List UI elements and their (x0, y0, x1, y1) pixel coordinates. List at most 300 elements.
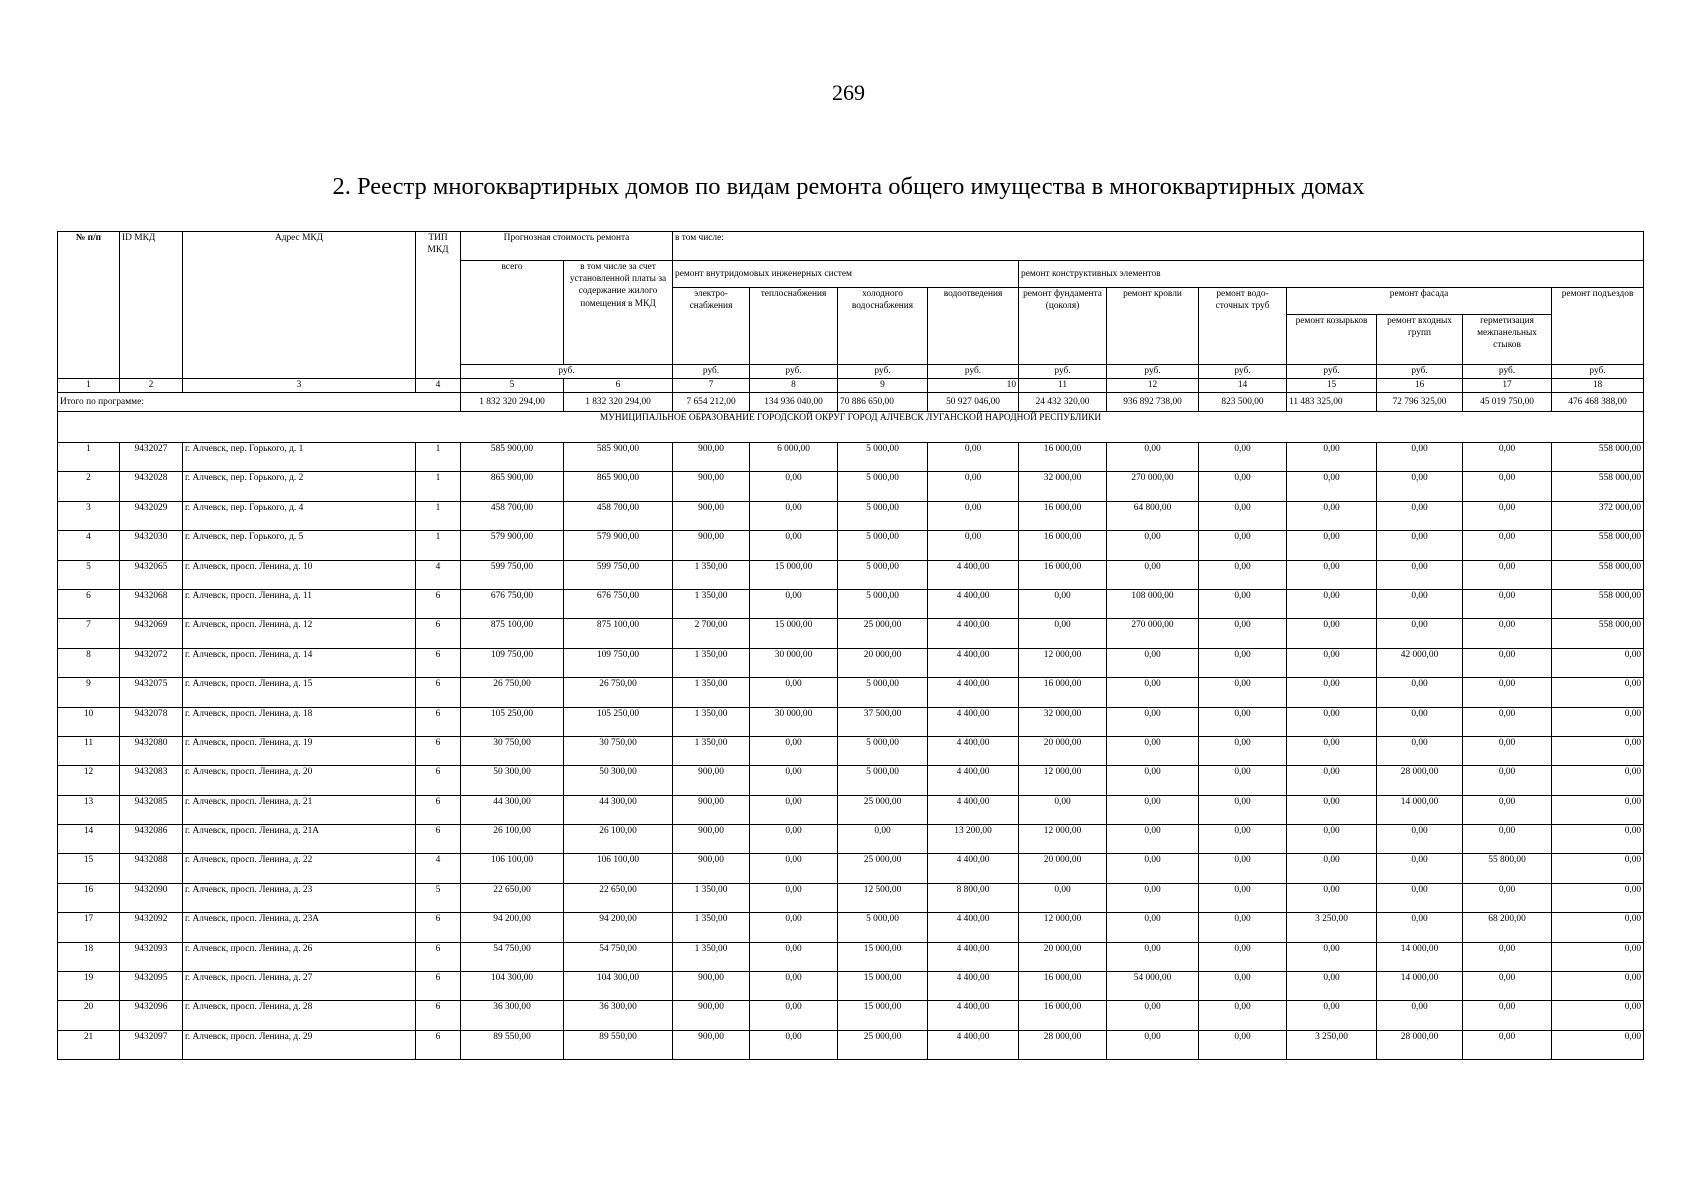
column-number: 10 (928, 379, 1019, 393)
total-value: 1 832 320 294,00 (461, 393, 564, 412)
header-foundation: ремонт фундамента (цоколя) (1019, 288, 1107, 365)
cost-cell: 0,00 (1287, 854, 1377, 883)
cost-cell: 5 000,00 (838, 913, 928, 942)
cost-cell: 0,00 (1463, 443, 1552, 472)
table-row (58, 795, 1644, 824)
mkd-address: г. Алчевск, просп. Ленина, д. 19 (183, 736, 416, 765)
cost-cell: 458 700,00 (564, 501, 673, 530)
cost-cell: 0,00 (1107, 678, 1199, 707)
column-number: 15 (1287, 379, 1377, 393)
row-number: 11 (58, 736, 120, 765)
unit-rub: руб. (673, 365, 750, 379)
table-row (58, 560, 1644, 589)
cost-cell: 0,00 (1287, 648, 1377, 677)
table-row (58, 531, 1644, 560)
mkd-type: 6 (416, 589, 461, 618)
cost-cell: 32 000,00 (1019, 707, 1107, 736)
cost-cell: 15 000,00 (750, 619, 838, 648)
row-number: 21 (58, 1030, 120, 1059)
cost-cell: 0,00 (1377, 531, 1463, 560)
total-value: 476 468 388,00 (1552, 393, 1644, 412)
cost-cell: 0,00 (1552, 854, 1644, 883)
cost-cell: 4 400,00 (928, 648, 1019, 677)
cost-cell: 106 100,00 (461, 854, 564, 883)
cost-cell: 599 750,00 (461, 560, 564, 589)
table-row (58, 883, 1644, 912)
table-row (58, 648, 1644, 677)
cost-cell: 0,00 (1377, 854, 1463, 883)
row-number: 7 (58, 619, 120, 648)
cost-cell: 104 300,00 (461, 972, 564, 1001)
total-value: 7 654 212,00 (673, 393, 750, 412)
mkd-address: г. Алчевск, просп. Ленина, д. 15 (183, 678, 416, 707)
total-value: 134 936 040,00 (750, 393, 838, 412)
cost-cell: 0,00 (1463, 972, 1552, 1001)
table-row (58, 619, 1644, 648)
cost-cell: 0,00 (750, 766, 838, 795)
cost-cell: 0,00 (1287, 472, 1377, 501)
cost-cell: 0,00 (1552, 736, 1644, 765)
cost-cell: 22 650,00 (564, 883, 673, 912)
column-number: 17 (1463, 379, 1552, 393)
mkd-id: 9432085 (120, 795, 183, 824)
cost-cell: 12 000,00 (1019, 648, 1107, 677)
cost-cell: 0,00 (1377, 619, 1463, 648)
total-spacer (416, 393, 461, 412)
cost-cell: 89 550,00 (461, 1030, 564, 1059)
cost-cell: 20 000,00 (1019, 942, 1107, 971)
cost-cell: 0,00 (1463, 560, 1552, 589)
row-number: 17 (58, 913, 120, 942)
cost-cell: 26 750,00 (564, 678, 673, 707)
mkd-id: 9432065 (120, 560, 183, 589)
mkd-type: 6 (416, 678, 461, 707)
cost-cell: 15 000,00 (838, 1001, 928, 1030)
mkd-type: 6 (416, 707, 461, 736)
cost-cell: 0,00 (1463, 942, 1552, 971)
column-number: 9 (838, 379, 928, 393)
header-entrances: ремонт подъездов (1552, 288, 1644, 365)
cost-cell: 28 000,00 (1019, 1030, 1107, 1059)
cost-cell: 0,00 (928, 443, 1019, 472)
row-number: 13 (58, 795, 120, 824)
cost-cell: 0,00 (1287, 1001, 1377, 1030)
cost-cell: 4 400,00 (928, 736, 1019, 765)
cost-cell: 94 200,00 (461, 913, 564, 942)
cost-cell: 558 000,00 (1552, 589, 1644, 618)
cost-cell: 558 000,00 (1552, 619, 1644, 648)
cost-cell: 0,00 (750, 883, 838, 912)
cost-cell: 16 000,00 (1019, 501, 1107, 530)
cost-cell: 0,00 (1463, 501, 1552, 530)
mkd-type: 6 (416, 913, 461, 942)
row-number: 12 (58, 766, 120, 795)
header-cold-water: холодного водоснабжения (838, 288, 928, 365)
header-structural: ремонт конструктивных элементов (1019, 261, 1644, 288)
cost-cell: 270 000,00 (1107, 619, 1199, 648)
cost-cell: 1 350,00 (673, 942, 750, 971)
row-number: 4 (58, 531, 120, 560)
mkd-id: 9432028 (120, 472, 183, 501)
cost-cell: 4 400,00 (928, 589, 1019, 618)
cost-cell: 0,00 (1287, 972, 1377, 1001)
table-row (58, 766, 1644, 795)
cost-cell: 6 000,00 (750, 443, 838, 472)
total-label: Итого по программе: (58, 393, 416, 412)
cost-cell: 865 900,00 (461, 472, 564, 501)
cost-cell: 0,00 (750, 913, 838, 942)
cost-cell: 579 900,00 (461, 531, 564, 560)
cost-cell: 0,00 (1463, 825, 1552, 854)
mkd-id: 9432088 (120, 854, 183, 883)
cost-cell: 900,00 (673, 531, 750, 560)
cost-cell: 0,00 (1377, 589, 1463, 618)
cost-cell: 4 400,00 (928, 913, 1019, 942)
cost-cell: 0,00 (1552, 795, 1644, 824)
cost-cell: 54 000,00 (1107, 972, 1199, 1001)
mkd-address: г. Алчевск, просп. Ленина, д. 28 (183, 1001, 416, 1030)
column-number: 2 (120, 379, 183, 393)
mkd-type: 6 (416, 648, 461, 677)
cost-cell: 0,00 (1107, 443, 1199, 472)
cost-cell: 458 700,00 (461, 501, 564, 530)
cost-cell: 900,00 (673, 854, 750, 883)
unit-rub: руб. (1463, 365, 1552, 379)
cost-cell: 30 750,00 (564, 736, 673, 765)
mkd-type: 6 (416, 795, 461, 824)
header-address: Адрес МКД (183, 232, 416, 379)
total-value: 823 500,00 (1199, 393, 1287, 412)
table-row (58, 1030, 1644, 1059)
cost-cell: 585 900,00 (564, 443, 673, 472)
cost-cell: 0,00 (1463, 648, 1552, 677)
cost-cell: 1 350,00 (673, 736, 750, 765)
table-row (58, 678, 1644, 707)
mkd-type: 1 (416, 531, 461, 560)
cost-cell: 0,00 (750, 1030, 838, 1059)
cost-cell: 37 500,00 (838, 707, 928, 736)
total-value: 70 886 650,00 (838, 393, 928, 412)
mkd-address: г. Алчевск, просп. Ленина, д. 20 (183, 766, 416, 795)
cost-cell: 28 000,00 (1377, 1030, 1463, 1059)
cost-cell: 900,00 (673, 472, 750, 501)
row-number: 18 (58, 942, 120, 971)
cost-cell: 0,00 (1463, 1001, 1552, 1030)
mkd-id: 9432068 (120, 589, 183, 618)
cost-cell: 0,00 (1377, 825, 1463, 854)
total-value: 72 796 325,00 (1377, 393, 1463, 412)
cost-cell: 676 750,00 (564, 589, 673, 618)
column-number: 5 (461, 379, 564, 393)
cost-cell: 104 300,00 (564, 972, 673, 1001)
unit-rub: руб. (1377, 365, 1463, 379)
cost-cell: 44 300,00 (564, 795, 673, 824)
column-number: 8 (750, 379, 838, 393)
column-number: 1 (58, 379, 120, 393)
cost-cell: 0,00 (1287, 736, 1377, 765)
total-value: 936 892 738,00 (1107, 393, 1199, 412)
cost-cell: 50 300,00 (461, 766, 564, 795)
mkd-address: г. Алчевск, просп. Ленина, д. 12 (183, 619, 416, 648)
unit-rub: руб. (750, 365, 838, 379)
cost-cell: 108 000,00 (1107, 589, 1199, 618)
header-electro: электро-снабжения (673, 288, 750, 365)
page-number: 269 (832, 80, 865, 105)
cost-cell: 25 000,00 (838, 1030, 928, 1059)
cost-cell: 0,00 (1019, 795, 1107, 824)
mkd-id: 9432027 (120, 443, 183, 472)
cost-cell: 585 900,00 (461, 443, 564, 472)
column-number: 7 (673, 379, 750, 393)
cost-cell: 0,00 (928, 501, 1019, 530)
cost-cell: 5 000,00 (838, 560, 928, 589)
mkd-type: 4 (416, 560, 461, 589)
cost-cell: 30 000,00 (750, 707, 838, 736)
cost-cell: 106 100,00 (564, 854, 673, 883)
header-entry-groups: ремонт входных групп (1377, 315, 1463, 365)
cost-cell: 25 000,00 (838, 854, 928, 883)
cost-cell: 22 650,00 (461, 883, 564, 912)
mkd-address: г. Алчевск, просп. Ленина, д. 11 (183, 589, 416, 618)
cost-cell: 5 000,00 (838, 472, 928, 501)
cost-cell: 900,00 (673, 501, 750, 530)
cost-cell: 0,00 (750, 1001, 838, 1030)
cost-cell: 0,00 (1377, 707, 1463, 736)
mkd-address: г. Алчевск, просп. Ленина, д. 18 (183, 707, 416, 736)
cost-cell: 1 350,00 (673, 913, 750, 942)
row-number: 5 (58, 560, 120, 589)
mkd-id: 9432090 (120, 883, 183, 912)
cost-cell: 16 000,00 (1019, 443, 1107, 472)
cost-cell: 0,00 (750, 942, 838, 971)
cost-cell: 0,00 (1552, 648, 1644, 677)
header-cost: Прогнозная стоимость ремонта (461, 232, 673, 261)
header-roof: ремонт кровли (1107, 288, 1199, 365)
municipality-heading: МУНИЦИПАЛЬНОЕ ОБРАЗОВАНИЕ ГОРОДСКОЙ ОКРУГ ГОРОД АЛЧЕВСК ЛУГАНСКОЙ НАРОДНОЙ РЕСПУБЛИКИ (58, 412, 1644, 443)
cost-cell: 50 300,00 (564, 766, 673, 795)
header-canopies: ремонт козырьков (1287, 315, 1377, 365)
mkd-address: г. Алчевск, просп. Ленина, д. 10 (183, 560, 416, 589)
cost-cell: 0,00 (1107, 825, 1199, 854)
column-number: 14 (1199, 379, 1287, 393)
table-row (58, 854, 1644, 883)
registry-table (57, 231, 1644, 1060)
cost-cell: 94 200,00 (564, 913, 673, 942)
header-total: всего (461, 261, 564, 365)
cost-cell: 0,00 (1463, 678, 1552, 707)
cost-cell: 0,00 (750, 531, 838, 560)
mkd-id: 9432093 (120, 942, 183, 971)
cost-cell: 0,00 (1107, 913, 1199, 942)
cost-cell: 0,00 (1199, 972, 1287, 1001)
cost-cell: 36 300,00 (461, 1001, 564, 1030)
cost-cell: 0,00 (1287, 795, 1377, 824)
cost-cell: 676 750,00 (461, 589, 564, 618)
cost-cell: 0,00 (1463, 766, 1552, 795)
cost-cell: 28 000,00 (1377, 766, 1463, 795)
column-number: 3 (183, 379, 416, 393)
cost-cell: 8 800,00 (928, 883, 1019, 912)
cost-cell: 0,00 (928, 531, 1019, 560)
cost-cell: 0,00 (1199, 942, 1287, 971)
cost-cell: 0,00 (750, 678, 838, 707)
cost-cell: 0,00 (1107, 707, 1199, 736)
cost-cell: 1 350,00 (673, 648, 750, 677)
cost-cell: 36 300,00 (564, 1001, 673, 1030)
cost-cell: 0,00 (1107, 854, 1199, 883)
mkd-address: г. Алчевск, пер. Горького, д. 2 (183, 472, 416, 501)
header-type: ТИП МКД (416, 232, 461, 379)
cost-cell: 0,00 (1199, 1001, 1287, 1030)
cost-cell: 0,00 (1463, 589, 1552, 618)
header-incl-fee: в том числе за счет установленной платы за содержание жилого помещения в МКД (564, 261, 673, 365)
cost-cell: 1 350,00 (673, 707, 750, 736)
row-number: 19 (58, 972, 120, 1001)
cost-cell: 4 400,00 (928, 560, 1019, 589)
cost-cell: 64 800,00 (1107, 501, 1199, 530)
cost-cell: 13 200,00 (928, 825, 1019, 854)
mkd-address: г. Алчевск, просп. Ленина, д. 14 (183, 648, 416, 677)
cost-cell: 0,00 (1019, 589, 1107, 618)
cost-cell: 16 000,00 (1019, 678, 1107, 707)
cost-cell: 0,00 (1552, 825, 1644, 854)
cost-cell: 875 100,00 (461, 619, 564, 648)
column-number: 16 (1377, 379, 1463, 393)
cost-cell: 12 500,00 (838, 883, 928, 912)
mkd-id: 9432096 (120, 1001, 183, 1030)
mkd-address: г. Алчевск, просп. Ленина, д. 23А (183, 913, 416, 942)
mkd-type: 6 (416, 619, 461, 648)
cost-cell: 26 750,00 (461, 678, 564, 707)
cost-cell: 14 000,00 (1377, 972, 1463, 1001)
unit-rub: руб. (1199, 365, 1287, 379)
cost-cell: 0,00 (1287, 531, 1377, 560)
cost-cell: 0,00 (1377, 501, 1463, 530)
row-number: 9 (58, 678, 120, 707)
mkd-type: 6 (416, 1030, 461, 1059)
cost-cell: 3 250,00 (1287, 1030, 1377, 1059)
table-row (58, 1001, 1644, 1030)
cost-cell: 0,00 (1552, 942, 1644, 971)
cost-cell: 0,00 (1287, 589, 1377, 618)
cost-cell: 16 000,00 (1019, 1001, 1107, 1030)
row-number: 14 (58, 825, 120, 854)
cost-cell: 105 250,00 (564, 707, 673, 736)
cost-cell: 5 000,00 (838, 589, 928, 618)
cost-cell: 20 000,00 (1019, 736, 1107, 765)
mkd-address: г. Алчевск, просп. Ленина, д. 29 (183, 1030, 416, 1059)
row-number: 16 (58, 883, 120, 912)
cost-cell: 0,00 (1463, 883, 1552, 912)
cost-cell: 0,00 (1199, 707, 1287, 736)
mkd-id: 9432080 (120, 736, 183, 765)
cost-cell: 1 350,00 (673, 589, 750, 618)
header-facade: ремонт фасада (1287, 288, 1552, 315)
total-value: 11 483 325,00 (1287, 393, 1377, 412)
cost-cell: 16 000,00 (1019, 972, 1107, 1001)
cost-cell: 0,00 (1019, 883, 1107, 912)
mkd-address: г. Алчевск, просп. Ленина, д. 27 (183, 972, 416, 1001)
cost-cell: 0,00 (1287, 560, 1377, 589)
cost-cell: 0,00 (750, 589, 838, 618)
cost-cell: 14 000,00 (1377, 942, 1463, 971)
cost-cell: 0,00 (1463, 795, 1552, 824)
table-row (58, 589, 1644, 618)
cost-cell: 0,00 (1552, 1030, 1644, 1059)
cost-cell: 0,00 (1107, 883, 1199, 912)
cost-cell: 109 750,00 (564, 648, 673, 677)
cost-cell: 4 400,00 (928, 1001, 1019, 1030)
mkd-address: г. Алчевск, пер. Горького, д. 4 (183, 501, 416, 530)
cost-cell: 0,00 (1199, 472, 1287, 501)
cost-cell: 0,00 (1463, 531, 1552, 560)
cost-cell: 89 550,00 (564, 1030, 673, 1059)
mkd-type: 1 (416, 472, 461, 501)
cost-cell: 4 400,00 (928, 972, 1019, 1001)
cost-cell: 0,00 (1199, 560, 1287, 589)
cost-cell: 4 400,00 (928, 795, 1019, 824)
cost-cell: 0,00 (1107, 648, 1199, 677)
header-num: № п/п (58, 232, 120, 379)
total-value: 50 927 046,00 (928, 393, 1019, 412)
cost-cell: 0,00 (1287, 678, 1377, 707)
mkd-type: 6 (416, 825, 461, 854)
header-incl: в том числе: (673, 232, 1644, 261)
cost-cell: 0,00 (1377, 1001, 1463, 1030)
cost-cell: 0,00 (1107, 766, 1199, 795)
cost-cell: 558 000,00 (1552, 531, 1644, 560)
cost-cell: 1 350,00 (673, 560, 750, 589)
cost-cell: 12 000,00 (1019, 825, 1107, 854)
cost-cell: 4 400,00 (928, 766, 1019, 795)
cost-cell: 558 000,00 (1552, 443, 1644, 472)
cost-cell: 0,00 (1107, 736, 1199, 765)
unit-rub-merged: руб. (461, 365, 673, 379)
column-number: 4 (416, 379, 461, 393)
header-heat: теплоснабжения (750, 288, 838, 365)
cost-cell: 4 400,00 (928, 854, 1019, 883)
cost-cell: 32 000,00 (1019, 472, 1107, 501)
table-row (58, 942, 1644, 971)
cost-cell: 30 750,00 (461, 736, 564, 765)
mkd-type: 6 (416, 972, 461, 1001)
cost-cell: 0,00 (1199, 589, 1287, 618)
cost-cell: 0,00 (1463, 707, 1552, 736)
cost-cell: 5 000,00 (838, 736, 928, 765)
table-row (58, 972, 1644, 1001)
cost-cell: 0,00 (750, 825, 838, 854)
mkd-id: 9432092 (120, 913, 183, 942)
header-sealing: герметизация межпанельных стыков (1463, 315, 1552, 365)
cost-cell: 105 250,00 (461, 707, 564, 736)
table-row (58, 501, 1644, 530)
cost-cell: 900,00 (673, 1030, 750, 1059)
mkd-id: 9432075 (120, 678, 183, 707)
cost-cell: 865 900,00 (564, 472, 673, 501)
row-number: 20 (58, 1001, 120, 1030)
cost-cell: 12 000,00 (1019, 766, 1107, 795)
cost-cell: 4 400,00 (928, 942, 1019, 971)
cost-cell: 0,00 (1287, 942, 1377, 971)
cost-cell: 4 400,00 (928, 678, 1019, 707)
mkd-address: г. Алчевск, просп. Ленина, д. 22 (183, 854, 416, 883)
cost-cell: 54 750,00 (461, 942, 564, 971)
cost-cell: 5 000,00 (838, 501, 928, 530)
cost-cell: 2 700,00 (673, 619, 750, 648)
mkd-type: 1 (416, 443, 461, 472)
mkd-type: 5 (416, 883, 461, 912)
mkd-type: 6 (416, 942, 461, 971)
